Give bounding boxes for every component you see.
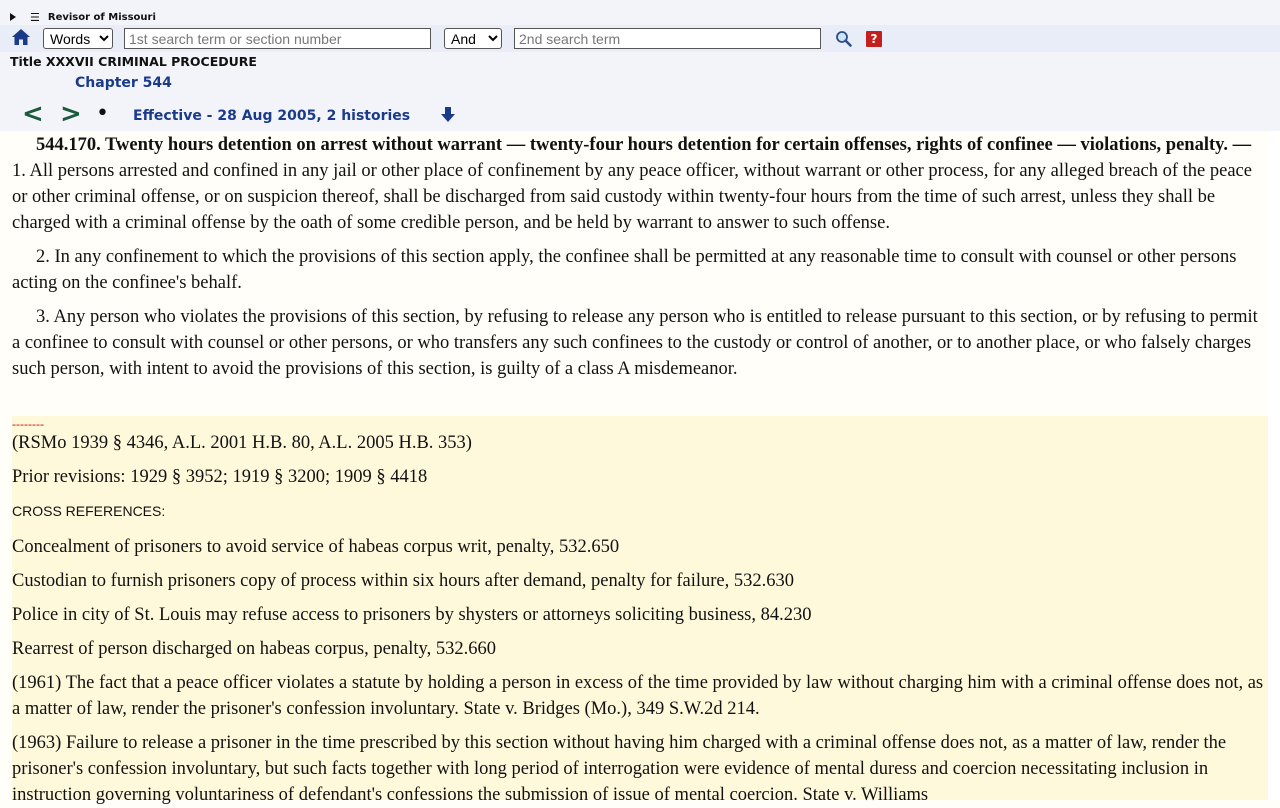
- cross-reference-item: Concealment of prisoners to avoid service of habeas corpus writ, penalty, 532.650: [12, 537, 620, 557]
- cross-reference-item: Custodian to furnish prisoners copy of process within six hours after demand, penalty for failure, 532.630: [12, 571, 794, 591]
- second-search-input[interactable]: [514, 28, 821, 49]
- menu-icon[interactable]: ☰: [30, 10, 40, 24]
- effective-date-link[interactable]: Effective - 28 Aug 2005, 2 histories: [133, 108, 411, 124]
- arrow-down-icon[interactable]: [440, 106, 456, 123]
- cross-reference-item: Rearrest of person discharged on habeas corpus, penalty, 532.660: [12, 639, 496, 659]
- history-separator: --------: [12, 417, 44, 431]
- history-source: (RSMo 1939 § 4346, A.L. 2001 H.B. 80, A.L. 2005 H.B. 353): [12, 433, 472, 453]
- section-heading: 544.170. Twenty hours detention on arrest without warrant — twenty-four hours detention for certain offenses, rights of confinee — violations, penalty. —: [36, 135, 1252, 155]
- history-notes: [12, 416, 1268, 805]
- brand-bar: [10, 9, 156, 25]
- next-section-button[interactable]: >: [60, 99, 82, 129]
- first-search-input[interactable]: [124, 28, 431, 49]
- search-operator-select[interactable]: [444, 28, 502, 49]
- section-paragraph-1: [12, 132, 1268, 236]
- home-icon[interactable]: [11, 28, 31, 46]
- section-text: [12, 132, 1268, 390]
- section-nav: [0, 100, 600, 130]
- chapter-link[interactable]: Chapter 544: [75, 75, 172, 91]
- section-paragraph-2: 2. In any confinement to which the provisions of this section apply, the confinee shall be permitted at any reasonable time to consult with counsel or other persons acting on the confinee's behalf.: [12, 247, 1237, 293]
- prior-revisions: Prior revisions: 1929 § 3952; 1919 § 3200; 1909 § 4418: [12, 467, 428, 487]
- section-dot-button[interactable]: •: [96, 101, 109, 126]
- search-icon[interactable]: [835, 30, 852, 47]
- scrollbar[interactable]: [1268, 131, 1280, 800]
- case-note: (1961) The fact that a peace officer violates a statute by holding a person in excess of the time provided by law without charging him with a criminal offense does not, as a matter of law, render the prisoner's confession involuntary. State v. Bridges (Mo.), 349 S.W.2d 214.: [12, 673, 1264, 719]
- title-heading: Title XXXVII CRIMINAL PROCEDURE: [10, 54, 257, 69]
- section-paragraph-3: 3. Any person who violates the provisions of this section, by refusing to release any person who is entitled to release pursuant to this section, or by refusing to permit a confinee to consult with counsel or other persons, or who transfers any such confinees to the custody or control of another, or to another place, or who falsely charges such person, with intent to avoid the provisions of this section, is guilty of a class A misdemeanor.: [12, 307, 1258, 379]
- help-icon[interactable]: ?: [866, 31, 882, 47]
- site-title: Revisor of Missouri: [47, 11, 156, 23]
- previous-section-button[interactable]: <: [22, 99, 44, 129]
- cross-references-label: CROSS REFERENCES:: [12, 503, 166, 519]
- cross-reference-item: Police in city of St. Louis may refuse access to prisoners by shysters or attorneys soliciting business, 84.230: [12, 605, 812, 625]
- paragraph-1-text: 1. All persons arrested and confined in any jail or other place of confinement by any peace officer, without warrant or other process, for any alleged breach of the peace or other criminal offense, or on suspicion thereof, shall be discharged from said custody within twenty-four hours from the time of such arrest, unless they shall be charged with a criminal offense by the oath of some credible person, and be held by warrant to answer to such offense.: [12, 161, 1252, 233]
- expand-triangle-icon[interactable]: [10, 13, 16, 21]
- case-note: (1963) Failure to release a prisoner in the time prescribed by this section without having him charged with a criminal offense does not, as a matter of law, render the prisoner's confession involuntary, but such facts together with long period of interrogation were evidence of mental duress and coercion necessitating inclusion in instruction governing voluntariness of defendant's confessions the submission of issue of mental coercion. State v. Williams: [12, 733, 1227, 805]
- search-mode-select[interactable]: [43, 28, 113, 49]
